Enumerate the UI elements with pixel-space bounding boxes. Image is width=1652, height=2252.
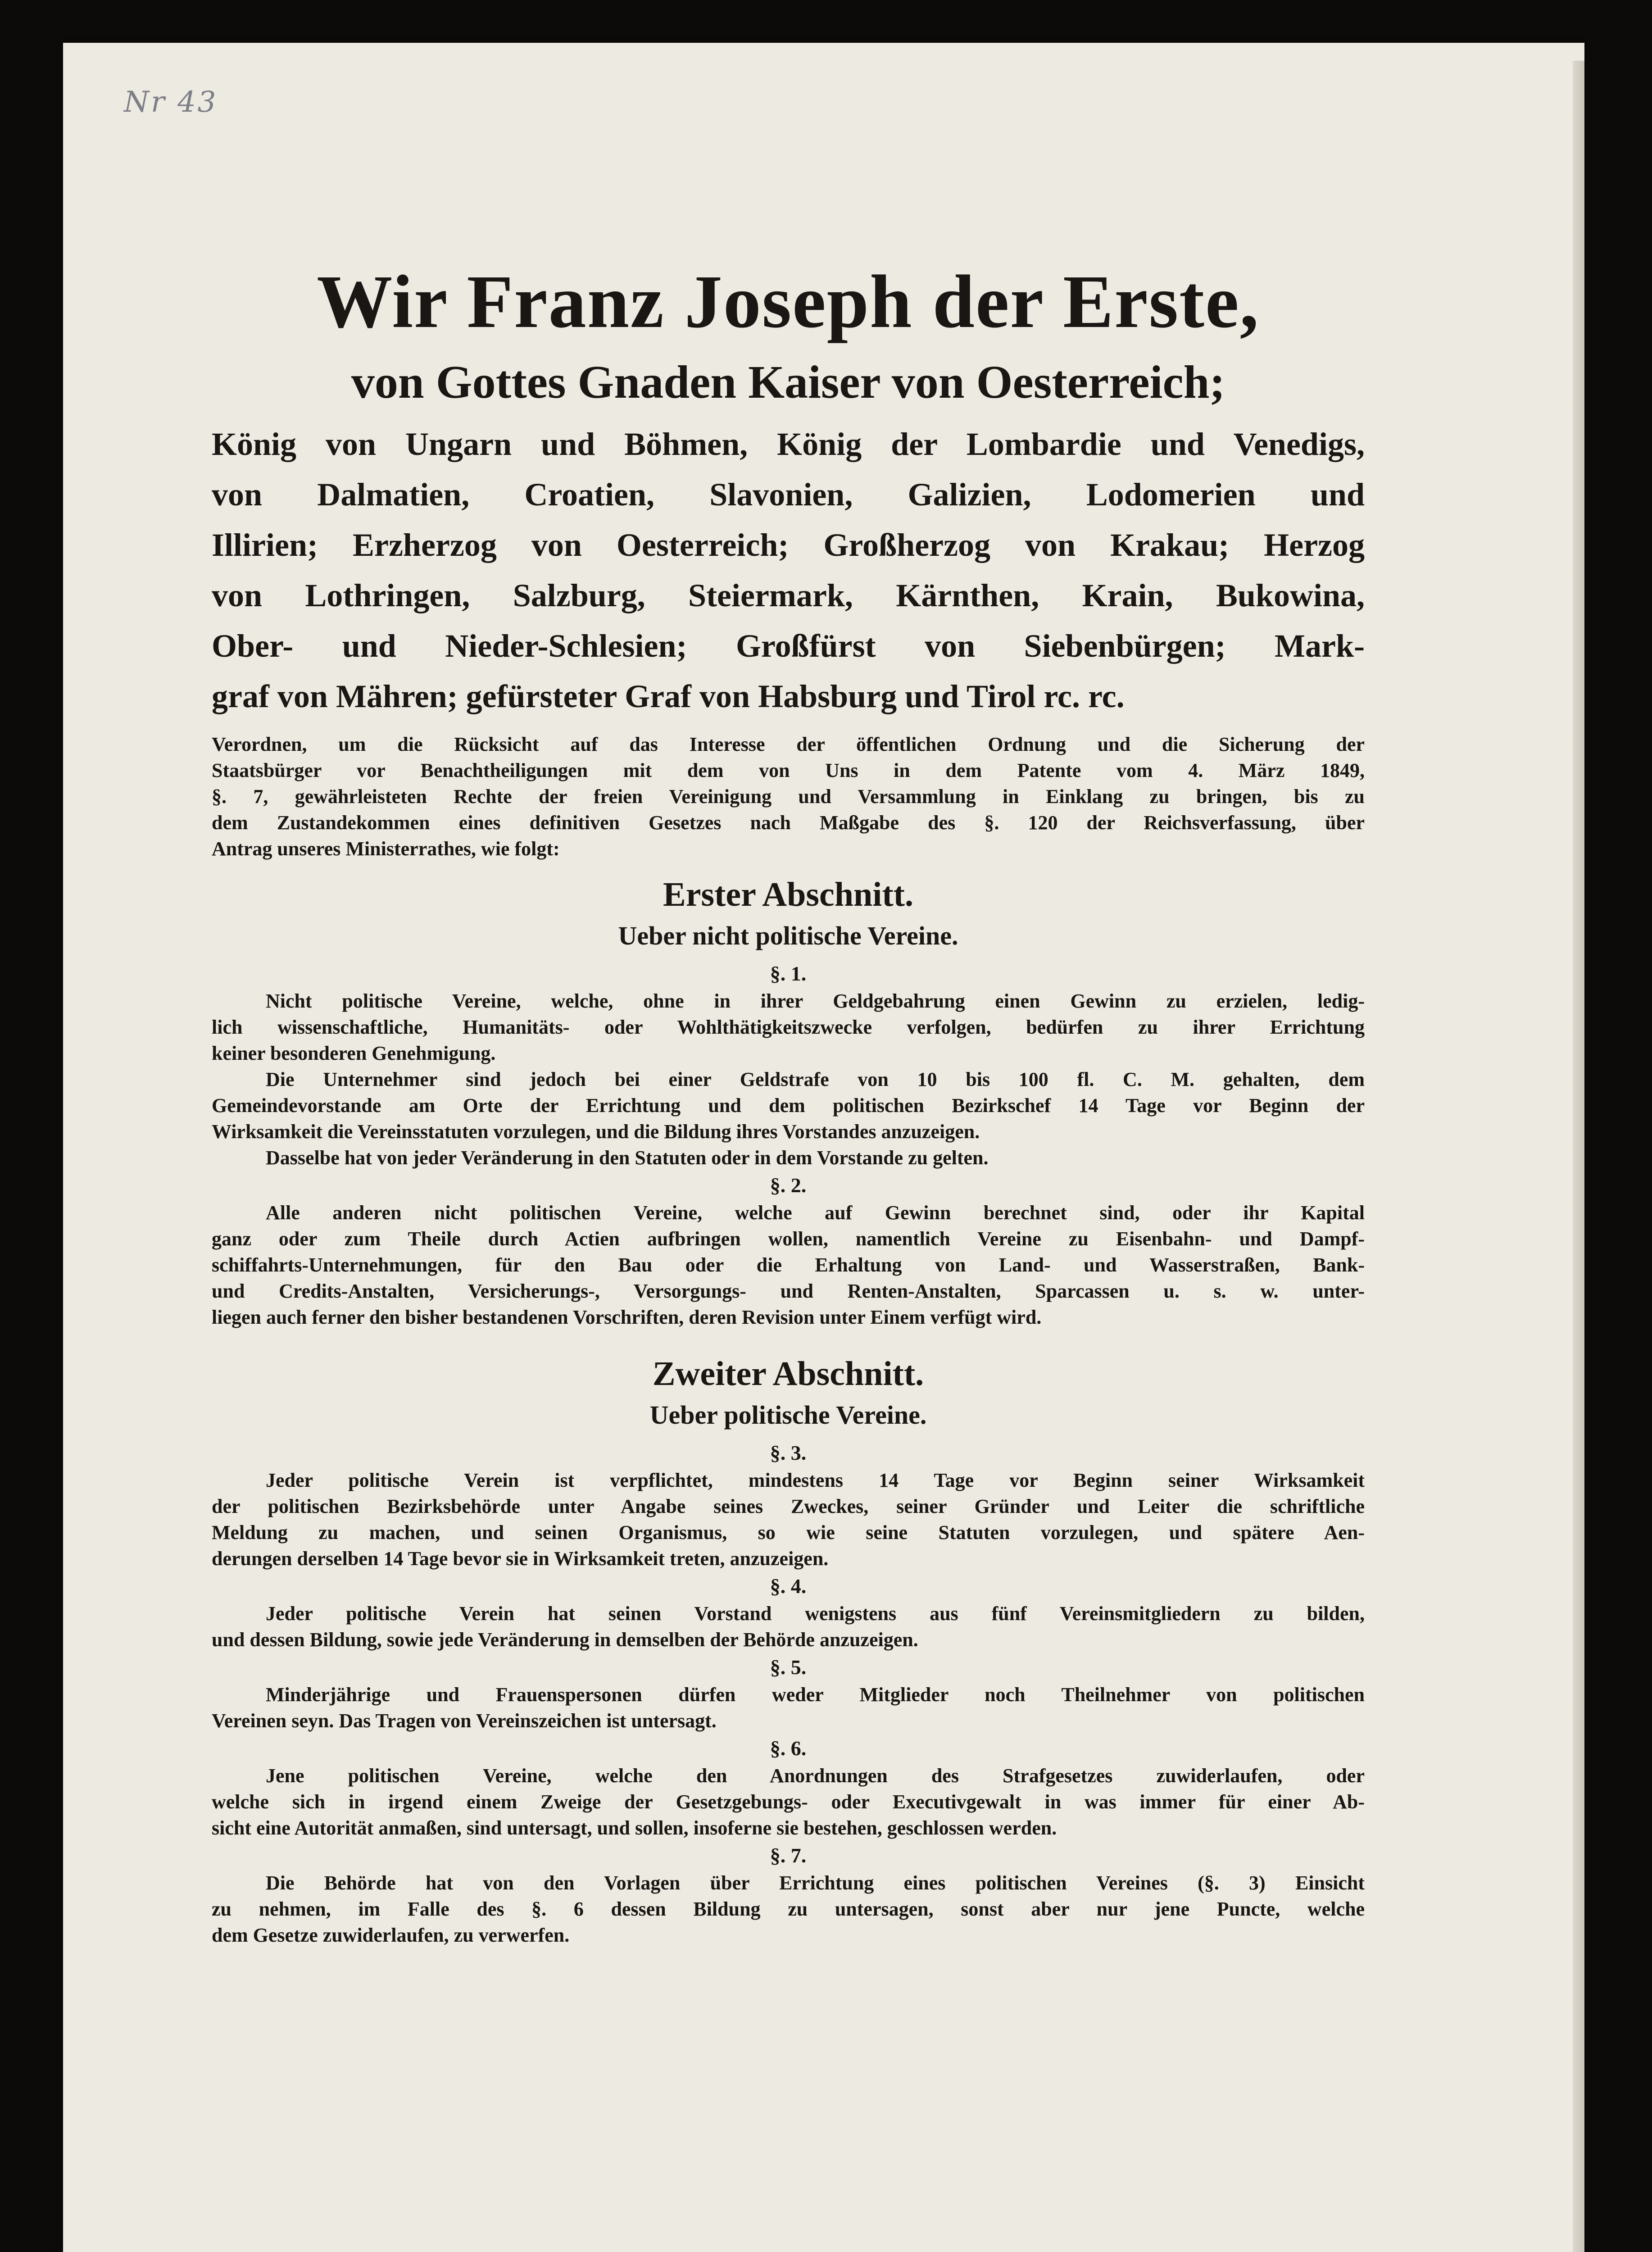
paragraph-6-heading: §. 6. xyxy=(770,1737,807,1760)
titles-line: von Dalmatien, Croatien, Slavonien, Galizien, Lodomerien und xyxy=(212,477,1365,513)
paragraph-5-heading: §. 5. xyxy=(770,1656,807,1679)
paragraph-line: Die Unternehmer sind jedoch bei einer Geldstrafe von 10 bis 100 fl. C. M. gehalten, dem xyxy=(266,1068,1365,1090)
paragraph-line: Die Behörde hat von den Vorlagen über Errichtung eines politischen Vereines (§. 3) Einsicht xyxy=(266,1872,1365,1894)
paragraph-line: schiffahrts-Unternehmungen, für den Bau oder die Erhaltung von Land- und Wasserstraßen, Bank- xyxy=(212,1254,1365,1276)
paragraph-line: Wirksamkeit die Vereinsstatuten vorzulegen, und die Bildung ihres Vorstandes anzuzeigen. xyxy=(212,1121,980,1143)
section-2-title: Zweiter Abschnitt. xyxy=(652,1355,924,1393)
paragraph-1-heading: §. 1. xyxy=(770,962,807,985)
titles-line: Illirien; Erzherzog von Oesterreich; Großherzog von Krakau; Herzog xyxy=(212,527,1365,563)
section-1-title: Erster Abschnitt. xyxy=(663,876,913,913)
paragraph-line: sicht eine Autorität anmaßen, sind untersagt, und sollen, insoferne sie bestehen, geschlossen werden. xyxy=(212,1817,1057,1839)
section-1-subtitle: Ueber nicht politische Vereine. xyxy=(618,921,958,950)
paragraph-line: zu nehmen, im Falle des §. 6 dessen Bildung zu untersagen, sonst aber nur jene Puncte, welche xyxy=(212,1898,1365,1920)
titles-line: König von Ungarn und Böhmen, König der Lombardie und Venedigs, xyxy=(212,426,1365,462)
paragraph-line: und Credits-Anstalten, Versicherungs-, Versorgungs- und Renten-Anstalten, Sparcassen u. s. w. unter- xyxy=(212,1280,1365,1302)
titles-line: Ober- und Nieder-Schlesien; Großfürst von Siebenbürgen; Mark- xyxy=(212,628,1365,664)
preamble-line: §. 7, gewährleisteten Rechte der freien Vereinigung und Versammlung in Einklang zu bringen, bis zu xyxy=(212,785,1365,808)
paragraph-2-heading: §. 2. xyxy=(770,1174,807,1197)
paragraph-line: ganz oder zum Theile durch Actien aufbringen wollen, namentlich Vereine zu Eisenbahn- und Dampf- xyxy=(212,1228,1365,1250)
paragraph-line: Vereinen seyn. Das Tragen von Vereinszeichen ist untersagt. xyxy=(212,1710,717,1732)
paragraph-line: Jeder politische Verein hat seinen Vorstand wenigstens aus fünf Vereinsmitgliedern zu bilden, xyxy=(266,1603,1365,1625)
paragraph-3-heading: §. 3. xyxy=(770,1441,807,1464)
paragraph-line: derungen derselben 14 Tage bevor sie in Wirksamkeit treten, anzuzeigen. xyxy=(212,1548,829,1570)
paragraph-7-heading: §. 7. xyxy=(770,1844,807,1867)
paragraph-line: Nicht politische Vereine, welche, ohne in ihrer Geldgebahrung einen Gewinn zu erzielen, ledig- xyxy=(266,990,1365,1012)
paragraph-line: Meldung zu machen, und seinen Organismus, so wie seine Statuten vorzulegen, und spätere Aen- xyxy=(212,1521,1365,1544)
paragraph-line: der politischen Bezirksbehörde unter Angabe seines Zweckes, seiner Gründer und Leiter die schriftliche xyxy=(212,1495,1365,1517)
paragraph-line: liegen auch ferner den bisher bestandenen Vorschriften, deren Revision unter Einem verfügt wird. xyxy=(212,1306,1042,1328)
preamble-line: Staatsbürger vor Benachtheiligungen mit dem von Uns in dem Patente vom 4. März 1849, xyxy=(212,759,1365,781)
titles-line: graf von Mähren; gefürsteter Graf von Habsburg und Tirol rc. rc. xyxy=(212,678,1125,714)
title-line-2: von Gottes Gnaden Kaiser von Oesterreich; xyxy=(351,356,1225,408)
paragraph-line: keiner besonderen Genehmigung. xyxy=(212,1042,496,1064)
paragraph-line: dem Gesetze zuwiderlaufen, zu verwerfen. xyxy=(212,1924,570,1946)
titles-line: von Lothringen, Salzburg, Steiermark, Kärnthen, Krain, Bukowina, xyxy=(212,577,1365,613)
paragraph-line: Dasselbe hat von jeder Veränderung in den Statuten oder in dem Vorstande zu gelten. xyxy=(266,1147,989,1169)
preamble-line: Antrag unseres Ministerrathes, wie folgt: xyxy=(212,838,560,860)
paragraph-line: lich wissenschaftliche, Humanitäts- oder Wohlthätigkeitszwecke verfolgen, bedürfen zu ihrer Errichtung xyxy=(212,1016,1365,1038)
section-2-subtitle: Ueber politische Vereine. xyxy=(649,1400,927,1430)
title-line-1: Wir Franz Joseph der Erste, xyxy=(317,260,1260,344)
decree-content xyxy=(212,252,1365,1948)
paragraph-line: Minderjährige und Frauenspersonen dürfen weder Mitglieder noch Theilnehmer von politischen xyxy=(266,1684,1365,1706)
titles-block xyxy=(212,419,1365,722)
preamble-line: dem Zustandekommen eines definitiven Gesetzes nach Maßgabe des §. 120 der Reichsverfassung, über xyxy=(212,812,1365,834)
paragraph-line: Jeder politische Verein ist verpflichtet, mindestens 14 Tage vor Beginn seiner Wirksamkeit xyxy=(266,1469,1365,1491)
paragraph-line: Alle anderen nicht politischen Vereine, welche auf Gewinn berechnet sind, oder ihr Kapital xyxy=(266,1202,1365,1224)
paragraph-4-heading: §. 4. xyxy=(770,1575,807,1598)
paragraph-line: welche sich in irgend einem Zweige der Gesetzgebungs- oder Executivgewalt in was immer für einer Ab- xyxy=(212,1791,1365,1813)
paragraph-line: und dessen Bildung, sowie jede Veränderung in demselben der Behörde anzuzeigen. xyxy=(212,1629,918,1651)
paragraph-line: Jene politischen Vereine, welche den Anordnungen des Strafgesetzes zuwiderlaufen, oder xyxy=(266,1765,1365,1787)
paragraph-line: Gemeindevorstande am Orte der Errichtung und dem politischen Bezirkschef 14 Tage vor Beginn der xyxy=(212,1094,1365,1117)
preamble-line: Verordnen, um die Rücksicht auf das Interesse der öffentlichen Ordnung und die Sicherung der xyxy=(212,733,1365,755)
preamble xyxy=(212,731,1365,862)
paper-edge xyxy=(1573,61,1584,2252)
handwritten-note: Nr 43 xyxy=(124,86,218,119)
